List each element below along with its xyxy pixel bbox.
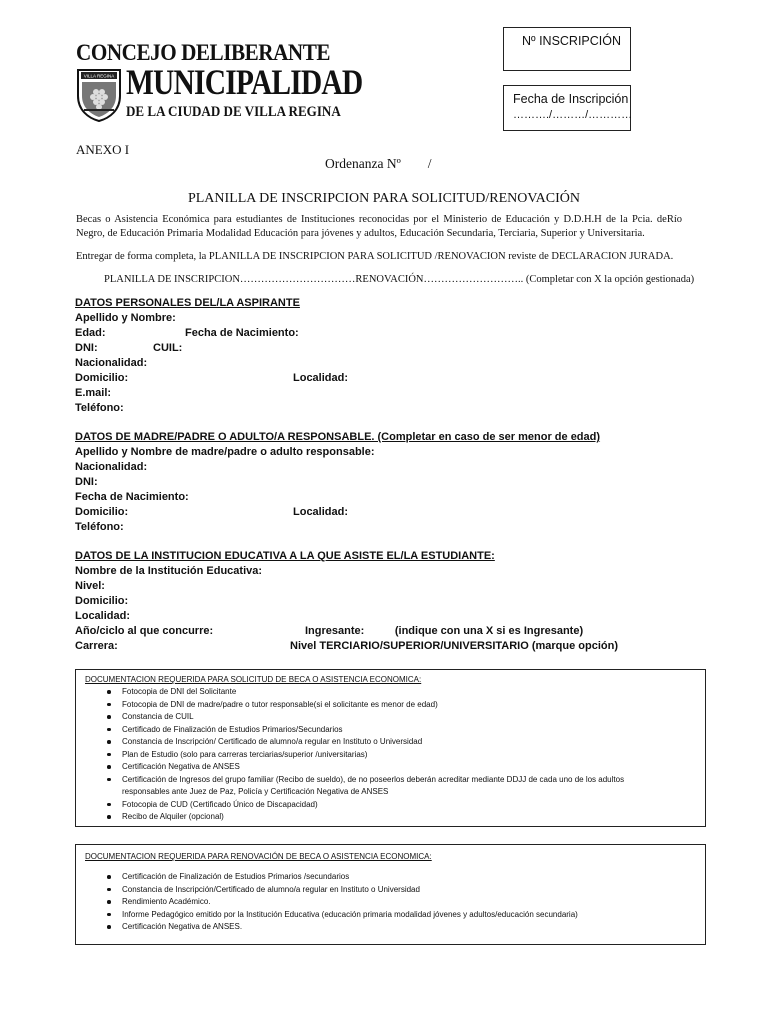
institucion-nivel-field[interactable]: Nivel: [75,580,105,592]
cuil-field[interactable]: CUIL: [153,342,183,354]
institucion-localidad-field[interactable]: Localidad: [75,610,131,622]
annex-label: ANEXO I [76,142,130,157]
coat-of-arms-icon [76,66,122,122]
carrera-field[interactable]: Carrera: [75,640,118,652]
telefono-field[interactable]: Teléfono: [75,402,124,414]
fecha-nacimiento-field[interactable]: Fecha de Nacimiento: [185,327,299,339]
list-item: Certificación Negativa de ANSES. [76,921,696,934]
list-item: Rendimiento Académico. [76,896,696,909]
responsable-dni-field[interactable]: DNI: [75,476,98,488]
docs-renovacion-heading: DOCUMENTACION REQUERIDA PARA RENOVACIÓN DE BECA O ASISTENCIA ECONOMICA: [85,852,432,861]
docs-renovacion-list [76,871,696,934]
list-item: Fotocopia de DNI de madre/padre o tutor responsable(si el solicitante es menor de edad) [76,699,676,712]
list-item: Certificación de Finalización de Estudios Primarios /secundarios [76,871,696,884]
apellido-nombre-field[interactable]: Apellido y Nombre: [75,312,176,324]
header-line2: MUNICIPALIDAD [126,62,363,102]
section3-heading: DATOS DE LA INSTITUCION EDUCATIVA A LA QUE ASISTE EL/LA ESTUDIANTE: [75,550,495,562]
inscripcion-number-label: Nº INSCRIPCIÓN [522,34,622,48]
institucion-domicilio-field[interactable]: Domicilio: [75,595,129,607]
docs-solicitud-heading: DOCUMENTACION REQUERIDA PARA SOLICITUD DE BECA O ASISTENCIA ECONOMICA: [85,675,422,684]
fecha-inscripcion-label: Fecha de Inscripción [513,92,629,106]
inscripcion-number-box[interactable] [503,27,631,71]
nacionalidad-field[interactable]: Nacionalidad: [75,357,148,369]
crest-text: VILLA REGINA [83,73,115,79]
list-item: Plan de Estudio (solo para carreras terciarias/superior /universitarias) [76,749,676,762]
list-item: Fotocopia de CUD (Certificado Único de Discapacidad) [76,799,676,812]
header-line1: CONCEJO DELIBERANTE [76,40,331,65]
fecha-inscripcion-box[interactable] [503,85,631,131]
responsable-domicilio-field[interactable]: Domicilio: [75,506,129,518]
list-item: Recibo de Alquiler (opcional) [76,811,676,824]
list-item: Certificado de Finalización de Estudios Primarios/Secundarios [76,724,676,737]
domicilio-field[interactable]: Domicilio: [75,372,129,384]
options-line: PLANILLA DE INSCRIPCION……………………………RENOVACIÓN……………………….. (Completar con X la opción gestionada) [104,274,695,285]
list-item: Constancia de Inscripción/Certificado de alumno/a regular en Instituto o Universidad [76,884,696,897]
responsable-localidad-field[interactable]: Localidad: [293,506,349,518]
responsable-apellido-field[interactable]: Apellido y Nombre de madre/padre o adulto responsable: [75,446,375,458]
list-item: Informe Pedagógico emitido por la Institución Educativa (educación primaria modalidad jóvenes y adultos/educación secundaria) [76,909,696,922]
instruction-paragraph: Entregar de forma completa, la PLANILLA DE INSCRIPCION PARA SOLICITUD /RENOVACION reviste de DECLARACION JURADA. [76,251,674,262]
dni-field[interactable]: DNI: [75,342,98,354]
institucion-nombre-field[interactable]: Nombre de la Institución Educativa: [75,565,263,577]
intro-paragraph: Becas o Asistencia Económica para estudiantes de Instituciones reconocidas por el Ministerio de Educación y D.D.H.H de la Pcia. deRío Negro, de Educación Primaria Modalidad Educación para jóvenes y adultos, Educación Secundaria, Terciaria, Superior y Universitaria. [76,214,682,239]
docs-solicitud-box [75,669,706,827]
docs-renovacion-box [75,844,706,945]
section1-heading: DATOS PERSONALES DEL/LA ASPIRANTE [75,297,300,309]
fecha-inscripcion-value: ………./………/………… [513,109,633,121]
edad-field[interactable]: Edad: [75,327,106,339]
responsable-fecha-nacimiento-field[interactable]: Fecha de Nacimiento: [75,491,189,503]
list-item: Constancia de Inscripción/ Certificado de alumno/a regular en Instituto o Universidad [76,736,676,749]
anio-ciclo-field[interactable]: Año/ciclo al que concurre: [75,625,214,637]
list-item: Fotocopia de DNI del Solicitante [76,686,676,699]
email-field[interactable]: E.mail: [75,387,112,399]
nivel-options-field[interactable]: Nivel TERCIARIO/SUPERIOR/UNIVERSITARIO (marque opción) [290,640,618,652]
list-item: Certificación de Ingresos del grupo familiar (Recibo de sueldo), de no poseerlos deberán acreditar mediante DDJJ de cada uno de los adultos responsables ante Juez de Paz, Policía y Certificación Negativa de ANSES [76,774,676,799]
ordenanza-label: Ordenanza Nº / [325,156,432,171]
localidad-field[interactable]: Localidad: [293,372,349,384]
responsable-telefono-field[interactable]: Teléfono: [75,521,124,533]
header-line3: DE LA CIUDAD DE VILLA REGINA [126,104,341,120]
section2-heading: DATOS DE MADRE/PADRE O ADULTO/A RESPONSABLE. (Completar en caso de ser menor de edad) [75,431,601,443]
list-item: Constancia de CUIL [76,711,676,724]
docs-solicitud-list [76,686,676,824]
form-title: PLANILLA DE INSCRIPCION PARA SOLICITUD/RENOVACIÓN [187,191,581,206]
responsable-nacionalidad-field[interactable]: Nacionalidad: [75,461,148,473]
ingresante-field[interactable]: Ingresante: (indique con una X si es Ingresante) [305,625,584,637]
list-item: Certificación Negativa de ANSES [76,761,676,774]
